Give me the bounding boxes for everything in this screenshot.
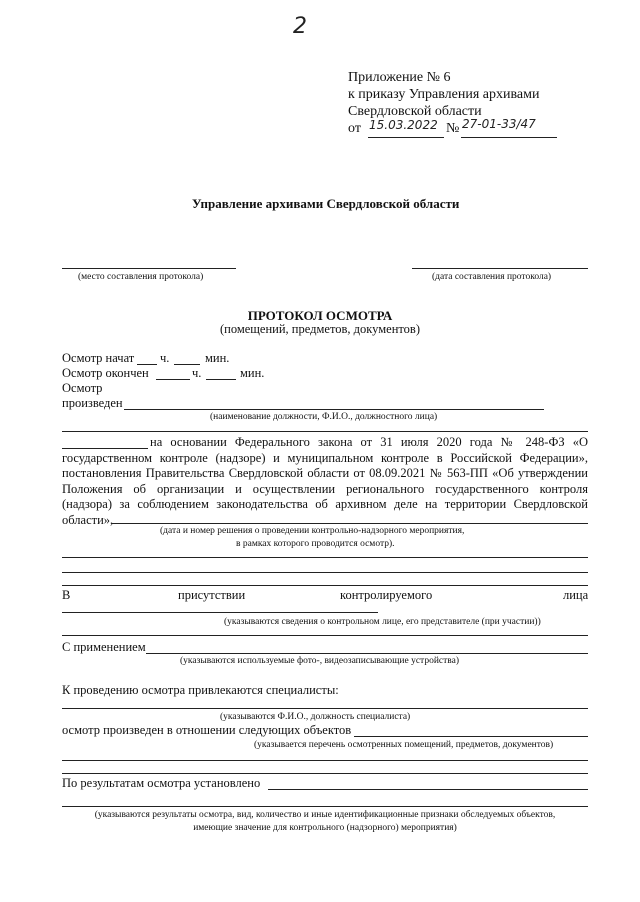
appendix-line-3: Свердловской области xyxy=(348,104,482,119)
start-minutes-field xyxy=(174,364,200,365)
objects-field-line xyxy=(354,736,588,737)
official-field-line-2 xyxy=(62,431,588,432)
org-title: Управление архивами Свердловской области xyxy=(192,196,460,211)
presence-word-3: контролируемого xyxy=(340,588,433,602)
results-field-line xyxy=(268,789,588,790)
usage-field-line xyxy=(146,653,588,654)
end-label: Осмотр окончен xyxy=(62,366,149,380)
basis-last-line: области», xyxy=(62,512,114,527)
objects-label: осмотр произведен в отношении следующих объектов xyxy=(62,723,352,737)
end-hours-field xyxy=(156,379,190,380)
controlled-caption: (указываются сведения о контрольном лице, его представителе (при участии)) xyxy=(224,617,541,627)
appendix-line-1: Приложение № 6 xyxy=(348,70,451,85)
basis-paragraph xyxy=(62,435,588,528)
protocol-subtitle: (помещений, предметов, документов) xyxy=(219,322,420,336)
start-minutes-label: мин. xyxy=(205,351,230,365)
basis-line-2: государственном контроле (надзоре) и муниципальном контроле в Российской Федерации», xyxy=(62,450,588,465)
date-caption: (дата составления протокола) xyxy=(432,272,552,282)
specialist-caption: (указываются Ф.И.О., должность специалиста) xyxy=(220,712,411,722)
controlled-field-line-1 xyxy=(62,612,378,613)
results-caption-2: имеющие значение для контрольного (надзорного) мероприятия) xyxy=(193,823,457,833)
decision-caption-2: в рамках которого проводится осмотр). xyxy=(236,539,395,549)
results-caption-1: (указываются результаты осмотра, вид, количество и иные идентификационные признаки обследуемых объектов, xyxy=(94,810,556,820)
page-number: 2 xyxy=(293,14,307,39)
basis-line-4: Положения об организации и осуществлении регионального государственного контроля xyxy=(62,481,588,496)
date-field-line xyxy=(412,268,588,269)
end-minutes-label: мин. xyxy=(240,366,265,380)
usage-label: С применением xyxy=(62,640,146,654)
appendix-number-label: № xyxy=(446,121,460,136)
start-label: Осмотр начат xyxy=(62,351,135,365)
objects-caption: (указывается перечень осмотренных помещений, предметов, документов) xyxy=(254,740,554,750)
presence-word-2: присутствии xyxy=(178,588,246,602)
basis-line-3: постановления Правительства Свердловской области от 08.09.2021 № 563-ПП «Об утверждении xyxy=(62,466,588,480)
appendix-from-label: от xyxy=(348,121,361,136)
controlled-field-line-2 xyxy=(62,635,588,636)
decision-extra-line-1 xyxy=(62,557,588,558)
performed-line-2: произведен xyxy=(62,396,123,410)
performed-line-1: Осмотр xyxy=(62,381,103,395)
decision-caption-1: (дата и номер решения о проведении контрольно-надзорного мероприятия, xyxy=(160,526,465,536)
official-field-line xyxy=(124,409,544,410)
usage-caption: (указываются используемые фото-, видеозаписывающие устройства) xyxy=(180,656,460,666)
place-caption: (место составления протокола) xyxy=(78,272,204,282)
presence-word-4: лица xyxy=(563,588,589,602)
results-extra-line xyxy=(62,806,588,807)
appendix-line-2: к приказу Управления архивами xyxy=(348,87,540,102)
objects-extra-line-2 xyxy=(62,773,588,774)
appendix-date-underline xyxy=(368,137,444,138)
start-hours-field xyxy=(137,364,157,365)
official-caption: (наименование должности, Ф.И.О., должностного лица) xyxy=(210,412,438,422)
end-minutes-field xyxy=(206,379,236,380)
presence-word-1: В xyxy=(62,588,71,602)
basis-line-1: на основании Федерального закона от 31 июля 2020 года № 248-ФЗ «О xyxy=(150,435,588,449)
protocol-title: ПРОТОКОЛ ОСМОТРА xyxy=(247,308,393,323)
start-hours-label: ч. xyxy=(160,351,170,365)
specialist-field-line xyxy=(62,708,588,709)
objects-extra-line-1 xyxy=(62,760,588,761)
end-hours-label: ч. xyxy=(192,366,202,380)
specialists-label: К проведению осмотра привлекаются специалисты: xyxy=(62,683,339,697)
results-label: По результатам осмотра установлено xyxy=(62,776,261,790)
decision-extra-line-3 xyxy=(62,585,588,586)
decision-field-line xyxy=(112,523,588,524)
appendix-number: 27-01-33/47 xyxy=(462,117,536,131)
decision-extra-line-2 xyxy=(62,572,588,573)
basis-line-5: (надзора) за соблюдением законодательства об архивном деле на территории Свердловской xyxy=(62,497,588,511)
place-field-line xyxy=(62,268,236,269)
appendix-date: 15.03.2022 xyxy=(369,118,438,132)
appendix-number-underline xyxy=(461,137,557,138)
